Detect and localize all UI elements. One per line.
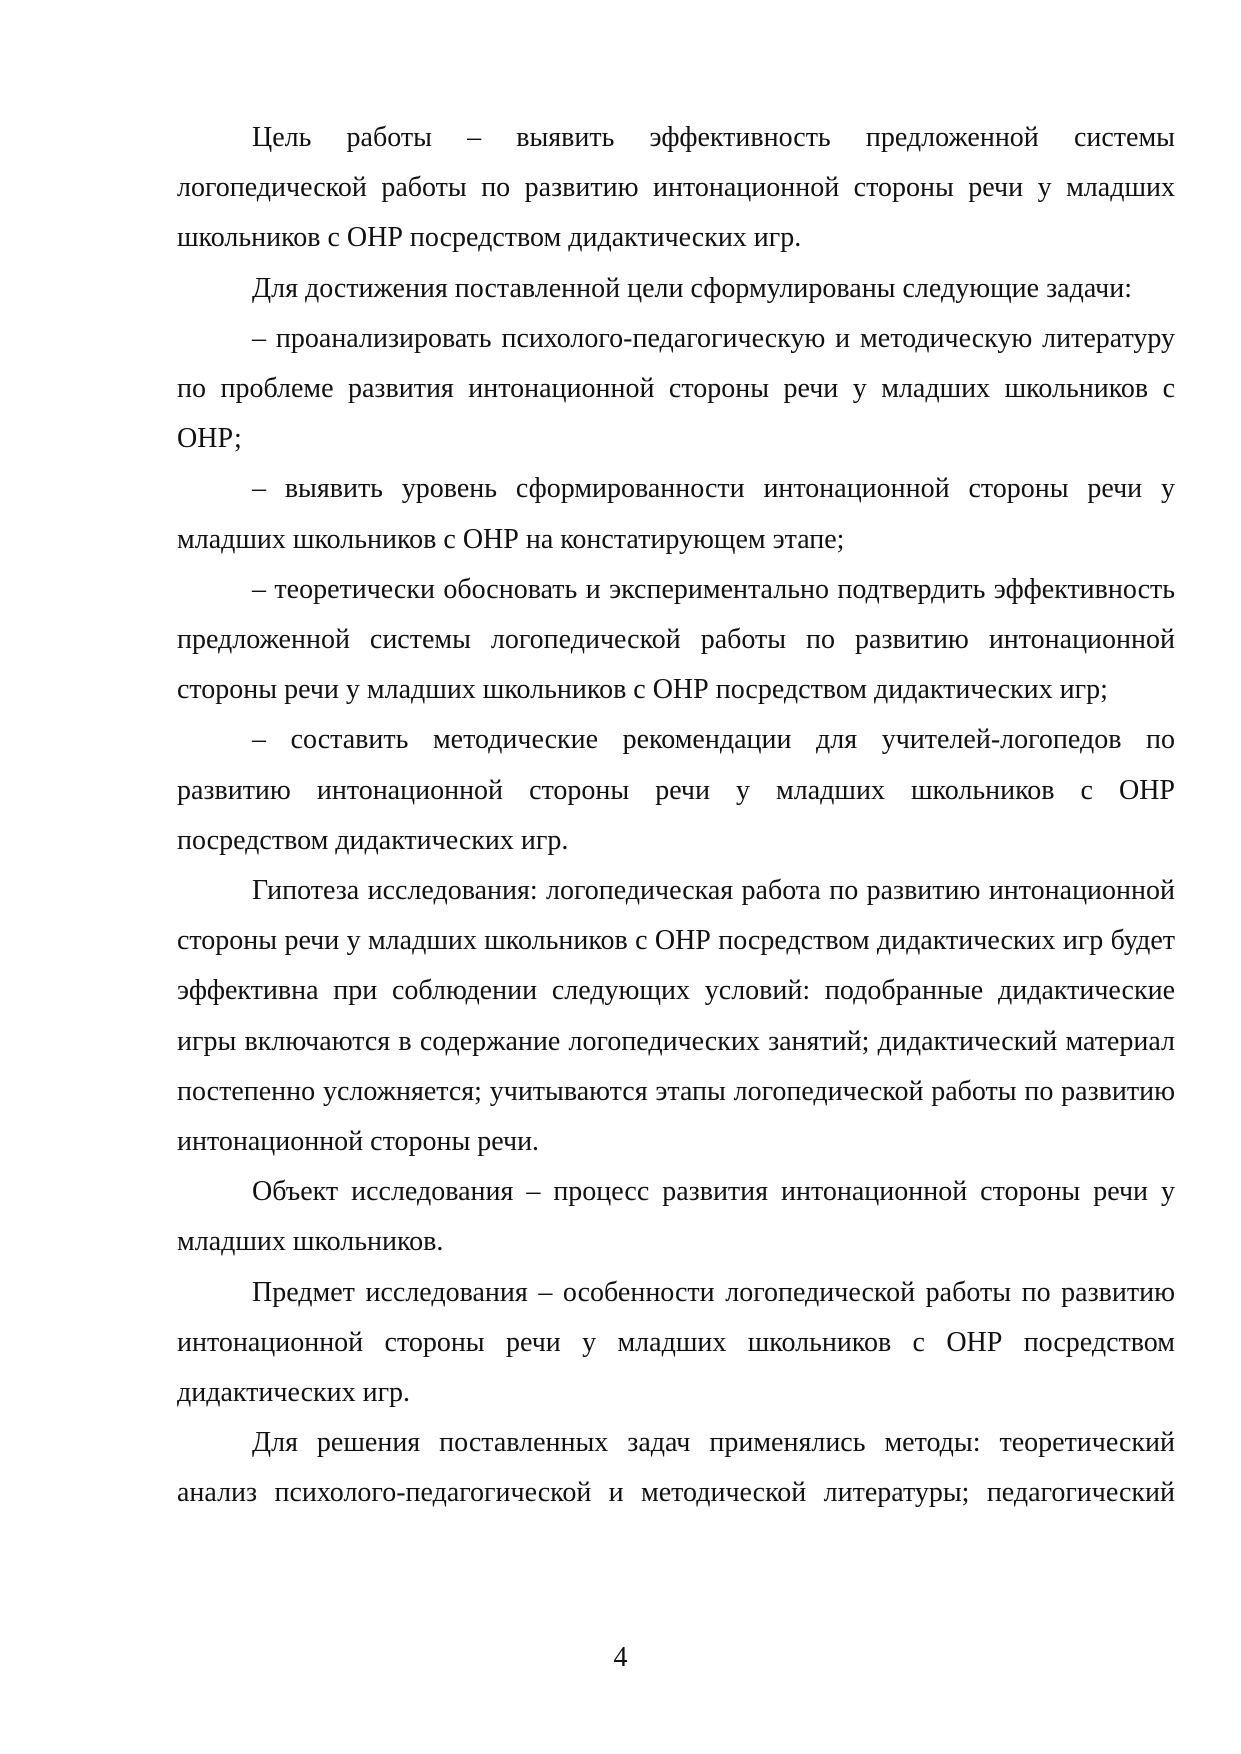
page-number: 4 xyxy=(613,1642,628,1673)
paragraph-subject: Предмет исследования – особенности логопедической работы по развитию интонационной стороны речи у младших школьников с ОНР посредством дидактических игр. xyxy=(177,1276,1175,1409)
paragraph-object: Объект исследования – процесс развития интонационной стороны речи у младших школьников. xyxy=(177,1176,1175,1258)
paragraph-tasks-intro: Для достижения поставленной цели сформулированы следующие задачи: xyxy=(252,272,1132,304)
paragraph-goal: Цель работы – выявить эффективность предложенной системы логопедической работы по развитию интонационной стороны речи у младших школьников с ОНР посредством дидактических игр. xyxy=(177,122,1175,254)
task-item-analyze-literature: – проанализировать психолого-педагогическую и методическую литературу по проблеме развития интонационной стороны речи у младших школьников с ОНР; xyxy=(177,322,1175,455)
body-text xyxy=(177,113,1175,1519)
paragraph-methods: Для решения поставленных задач применялись методы: теоретический анализ психолого-педагогической и методической литературы; педагогический xyxy=(177,1427,1175,1509)
task-item-identify-level: – выявить уровень сформированности интонационной стороны речи у младших школьников с ОНР на констатирующем этапе; xyxy=(177,473,1175,555)
paragraph-hypothesis: Гипотеза исследования: логопедическая работа по развитию интонационной стороны речи у младших школьников с ОНР посредством дидактических игр будет эффективна при соблюдении следующих условий: подобранные дидактические игры включаются в содержание логопедических занятий; дидактический материал постепенно усложняется; учитываются этапы логопедической работы по развитию интонационной стороны речи. xyxy=(177,875,1175,1158)
task-item-justify-system: – теоретически обосновать и экспериментально подтвердить эффективность предложенной системы логопедической работы по развитию интонационной стороны речи у младших школьников с ОНР посредством дидактических игр; xyxy=(177,573,1175,706)
task-item-recommendations: – составить методические рекомендации для учителей-логопедов по развитию интонационной стороны речи у младших школьников с ОНР посредством дидактических игр. xyxy=(177,724,1175,856)
